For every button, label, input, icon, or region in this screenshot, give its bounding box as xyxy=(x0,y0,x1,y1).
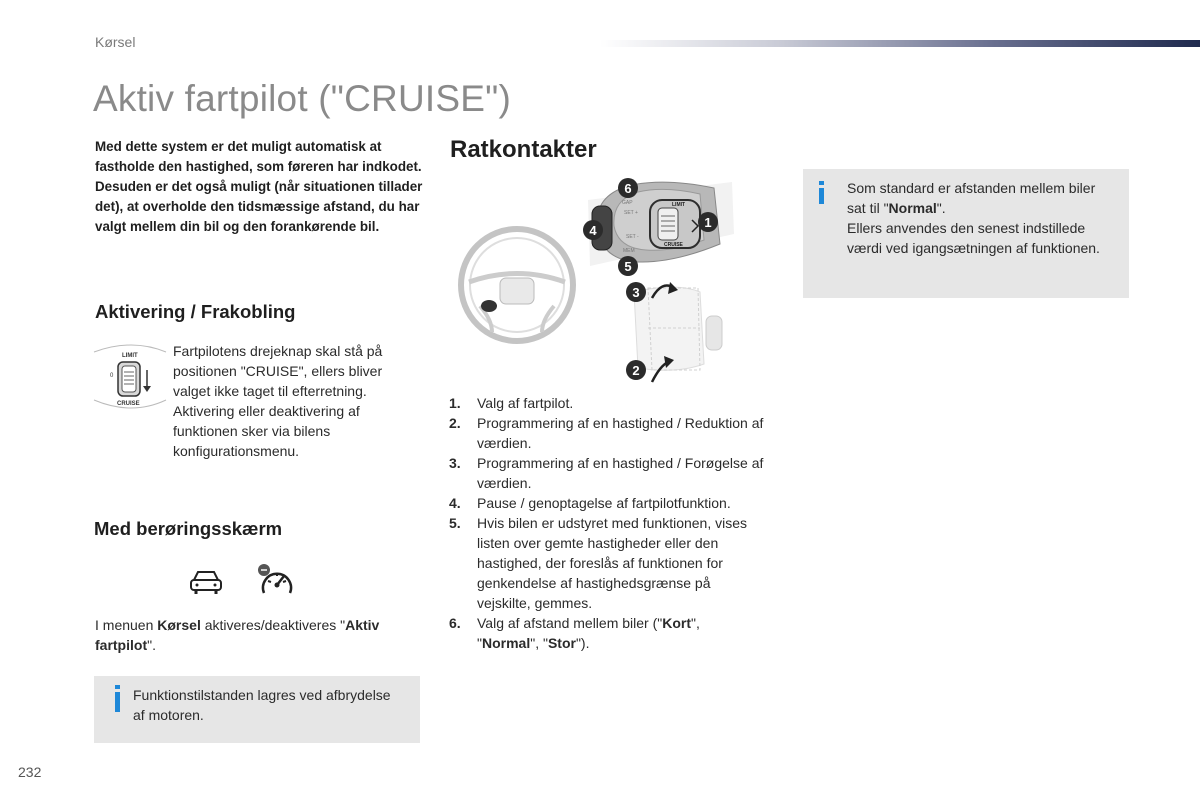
callout-4 xyxy=(583,220,603,240)
legend-item xyxy=(449,613,732,653)
info-distance-text-end: ". xyxy=(936,200,946,216)
callout-2-label: 2 xyxy=(632,363,640,378)
legend-text: Programmering af en hastighed / Reduktion af værdien. xyxy=(477,415,764,451)
callout-6 xyxy=(618,178,638,198)
touchscreen-item-name: Aktiv fartpilot xyxy=(95,617,380,653)
touchscreen-text-pre: I menuen xyxy=(95,617,158,633)
legend-separator: ", " xyxy=(477,615,700,651)
legend-number: 1. xyxy=(449,395,461,411)
page-number: 232 xyxy=(18,764,42,780)
legend-text: Pause / genoptagelse af fartpilotfunktion. xyxy=(477,495,731,511)
info-box-distance xyxy=(803,169,1129,298)
touchscreen-text xyxy=(95,615,420,655)
touchscreen-menu-name: Kørsel xyxy=(157,617,201,633)
legend-option-stor: Stor xyxy=(547,635,576,651)
intro-paragraph-2: Desuden er det også muligt (når situationen tillader det), at overholde den tidsmæssige afstand, du har valgt mellem din bil og den forankørende bil. xyxy=(95,179,423,234)
stalk-set-minus-label: SET - xyxy=(626,234,639,240)
callout-6-label: 6 xyxy=(624,181,632,196)
legend-item xyxy=(449,393,769,413)
speedometer-cruise-icon xyxy=(256,563,298,599)
stalk-set-plus-label: SET + xyxy=(624,210,638,216)
stalk-mem-label: MEM xyxy=(623,248,635,254)
steering-wheel xyxy=(461,229,573,341)
info-distance-default: Normal xyxy=(888,200,937,216)
legend-text: Valg af fartpilot. xyxy=(477,395,574,411)
legend-number: 6. xyxy=(449,615,461,631)
intro-paragraph-1: Med dette system er det muligt automatisk at fastholde den hastighed, som føreren har indkodet. xyxy=(95,139,422,174)
steering-heading: Ratkontakter xyxy=(450,136,597,163)
controls-legend xyxy=(449,393,769,653)
knob-cruise-label: CRUISE xyxy=(117,401,140,407)
legend-item xyxy=(449,493,769,513)
touchscreen-text-post: ". xyxy=(147,637,156,653)
activation-heading: Aktivering / Frakobling xyxy=(95,301,296,322)
legend-item xyxy=(449,413,769,453)
callout-5 xyxy=(618,256,638,276)
stalk-gap-label: GAP xyxy=(622,200,633,206)
legend-number: 5. xyxy=(449,515,461,531)
info-icon xyxy=(115,692,120,712)
callout-4-label: 4 xyxy=(589,223,597,238)
legend-item xyxy=(449,453,769,493)
info-box-memory-text: Funktionstilstanden lagres ved afbrydelse af motoren. xyxy=(133,687,391,723)
legend-number: 3. xyxy=(449,455,461,471)
legend-number: 4. xyxy=(449,495,461,511)
header-bar xyxy=(600,40,1200,47)
callout-3 xyxy=(626,282,646,302)
callout-1 xyxy=(698,212,718,232)
legend-text: Valg af afstand mellem biler (" xyxy=(477,615,663,631)
legend-number: 2. xyxy=(449,415,461,431)
activation-text: Fartpilotens drejeknap skal stå på positionen "CRUISE", ellers bliver valget ikke taget til efterretning. Aktivering eller deaktivering af funktionen sker via bilens konfigurationsmenu. xyxy=(173,343,383,459)
stalk-limit-label: LIMIT xyxy=(672,202,686,208)
cruise-knob-illustration xyxy=(92,340,167,412)
touchscreen-heading: Med berøringsskærm xyxy=(94,518,283,539)
page-title: Aktiv fartpilot ("CRUISE") xyxy=(93,78,511,119)
legend-item xyxy=(449,513,762,613)
callout-2 xyxy=(626,360,646,380)
stalk-cruise-label: CRUISE xyxy=(664,242,683,248)
legend-option-kort: Kort xyxy=(662,615,692,631)
car-icon xyxy=(186,566,226,598)
legend-text: Programmering af en hastighed / Forøgelse af værdien. xyxy=(477,455,764,491)
callout-1-label: 1 xyxy=(704,215,712,230)
section-label: Kørsel xyxy=(95,34,136,50)
info-box-distance-text xyxy=(847,178,1117,258)
knob-zero-label: 0 xyxy=(110,373,114,379)
legend-option-normal: Normal xyxy=(481,635,531,651)
legend-text: "). xyxy=(575,635,590,651)
legend-separator: ", " xyxy=(530,635,548,651)
steering-wheel-illustration xyxy=(452,170,784,394)
intro-text xyxy=(95,137,425,237)
callout-5-label: 5 xyxy=(624,259,632,274)
touchscreen-text-mid: aktiveres/deaktiveres " xyxy=(200,617,346,633)
legend-text: Hvis bilen er udstyret med funktionen, vises listen over gemte hastigheder eller den hastighed, der foreslås af funktionen for genkendelse af hastighedsgrænse på vejskilte, gemmes. xyxy=(477,515,748,611)
callout-3-label: 3 xyxy=(632,285,640,300)
stalk-side-view xyxy=(634,282,722,382)
info-distance-note: Ellers anvendes den senest indstillede værdi ved igangsætningen af funktionen. xyxy=(847,220,1100,256)
info-box-memory xyxy=(94,676,420,743)
info-icon xyxy=(819,188,824,204)
knob-limit-label: LIMIT xyxy=(122,353,138,359)
info-distance-text: Som standard er afstanden mellem biler sat til " xyxy=(847,180,1096,216)
